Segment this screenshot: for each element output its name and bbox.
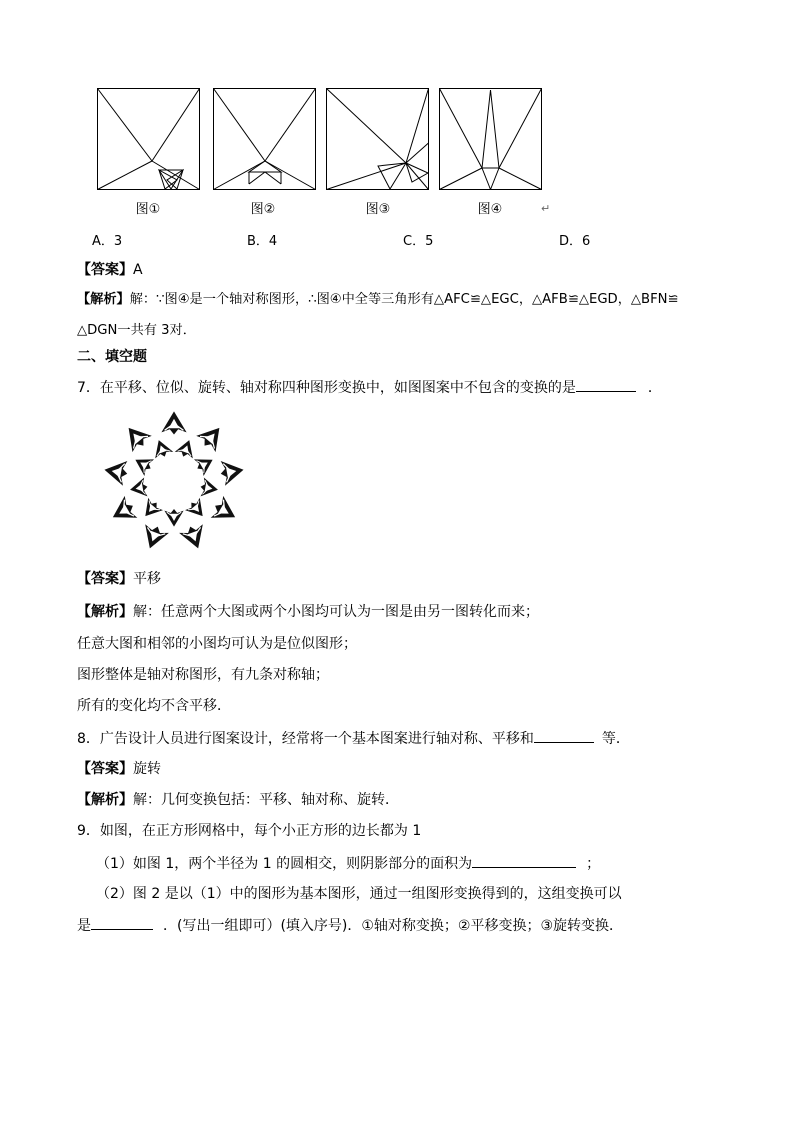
- pattern-large-motif: [107, 495, 140, 528]
- q6-analysis-line2: △DGN一共有 3对．: [77, 323, 196, 338]
- figure-3-caption: 图③: [365, 202, 391, 217]
- answer-value: A: [133, 262, 143, 278]
- answer-value: 平移: [133, 571, 161, 587]
- figure-2-caption: 图②: [250, 202, 276, 217]
- figure-1-drawing: [97, 88, 200, 190]
- answer-value: 旋转: [133, 761, 161, 777]
- q7-analysis-line4: 所有的变化均不含平移．: [77, 698, 231, 714]
- analysis-label: 【解析】: [77, 292, 130, 307]
- answer-label: 【答案】: [77, 262, 133, 278]
- figure-3-drawing: [326, 88, 429, 190]
- q7-blank: [576, 377, 636, 392]
- q9-stem: 9．如图，在正方形网格中，每个小正方形的边长都为 1: [77, 823, 422, 839]
- analysis-text: 解：任意两个大图或两个小图均可认为一图是由另一图转化而来；: [133, 604, 539, 620]
- pattern-small-motif: [184, 497, 210, 523]
- pattern-small-motif: [131, 451, 156, 476]
- answer-label: 【答案】: [77, 761, 133, 777]
- pattern-large-motif: [195, 420, 229, 454]
- q7-analysis-line1: [77, 603, 539, 621]
- q7-stem-text: 7．在平移、位似、旋转、轴对称四种图形变换中，如图图案中不包含的变换的是: [77, 380, 576, 396]
- analysis-text: 解：几何变换包括：平移、轴对称、旋转．: [133, 792, 399, 808]
- q9-part1-end: ；: [586, 856, 601, 872]
- pattern-small-motif: [150, 437, 174, 460]
- q9-part1: [96, 853, 600, 873]
- q7-analysis-line2: 任意大图和相邻的小图均可认为是位似图形；: [77, 636, 357, 652]
- pattern-large-motif: [161, 411, 186, 434]
- q6-option-b: B．4: [247, 234, 278, 249]
- pattern-small-motif: [164, 509, 183, 527]
- q9-part1-text: （1）如图 1，两个半径为 1 的圆相交，则阴影部分的面积为: [96, 856, 473, 872]
- return-mark: ↵: [541, 202, 551, 215]
- pattern-large-motif: [178, 522, 210, 552]
- pattern-large-motif: [102, 457, 129, 486]
- q7-stem: [77, 377, 662, 397]
- analysis-text: 解：∵图④是一个轴对称图形，∴图④中全等三角形有△AFC≌△EGC，△AFB≌△EGD，△BFN≌: [129, 292, 679, 307]
- q6-analysis-line1: [77, 291, 679, 309]
- answer-label: 【答案】: [77, 571, 133, 587]
- analysis-label: 【解析】: [77, 604, 133, 620]
- q6-option-d: D．6: [559, 234, 591, 249]
- figure-4-caption: 图④: [477, 202, 503, 217]
- q9-part2-end: ．(写出一组即可）(填入序号)．①轴对称变换；②平移变换；③旋转变换．: [163, 918, 624, 934]
- q7-answer: [77, 570, 161, 588]
- q8-stem-text: 8．广告设计人员进行图案设计，经常将一个基本图案进行轴对称、平移和: [77, 731, 534, 747]
- q8-stem-end: 等．: [601, 731, 630, 747]
- figure-1-caption: 图①: [135, 202, 161, 217]
- q8-analysis: [77, 791, 399, 809]
- q6-answer: [77, 261, 143, 279]
- pattern-small-motif: [199, 477, 220, 499]
- q7-stem-end: ．: [647, 380, 662, 396]
- figure-4-drawing: [439, 88, 542, 190]
- q9-part2-line2: [77, 915, 623, 935]
- q7-pattern-figure: [100, 408, 248, 556]
- q9-part2-blank: [91, 915, 153, 930]
- pattern-small-motif: [128, 477, 149, 499]
- pattern-small-motif: [138, 497, 164, 523]
- pattern-large-motif: [219, 457, 246, 486]
- q8-blank: [534, 728, 594, 743]
- q9-part2-line1: （2）图 2 是以（1）中的图形为基本图形，通过一组图形变换得到的，这组变换可以: [96, 886, 622, 902]
- figure-3: [326, 88, 429, 190]
- q9-part1-blank: [472, 853, 576, 868]
- analysis-label: 【解析】: [77, 792, 133, 808]
- q9-part2-start: 是: [77, 918, 91, 934]
- q8-stem: [77, 728, 630, 748]
- pattern-large-motif: [119, 420, 153, 454]
- figure-1: [97, 88, 200, 190]
- figure-4: [439, 88, 542, 190]
- pattern-large-motif: [138, 522, 170, 552]
- pattern-large-motif: [209, 495, 242, 528]
- pattern-small-motif: [193, 451, 218, 476]
- section-title: 二、填空题: [77, 349, 147, 365]
- figure-2: [213, 88, 316, 190]
- q7-pattern-drawing: [100, 408, 248, 556]
- pattern-small-motif: [174, 437, 198, 460]
- q7-analysis-line3: 图形整体是轴对称图形，有九条对称轴；: [77, 667, 329, 683]
- q8-answer: [77, 760, 161, 778]
- q6-option-a: A．3: [92, 234, 123, 249]
- figure-2-drawing: [213, 88, 316, 190]
- q6-option-c: C．5: [403, 234, 434, 249]
